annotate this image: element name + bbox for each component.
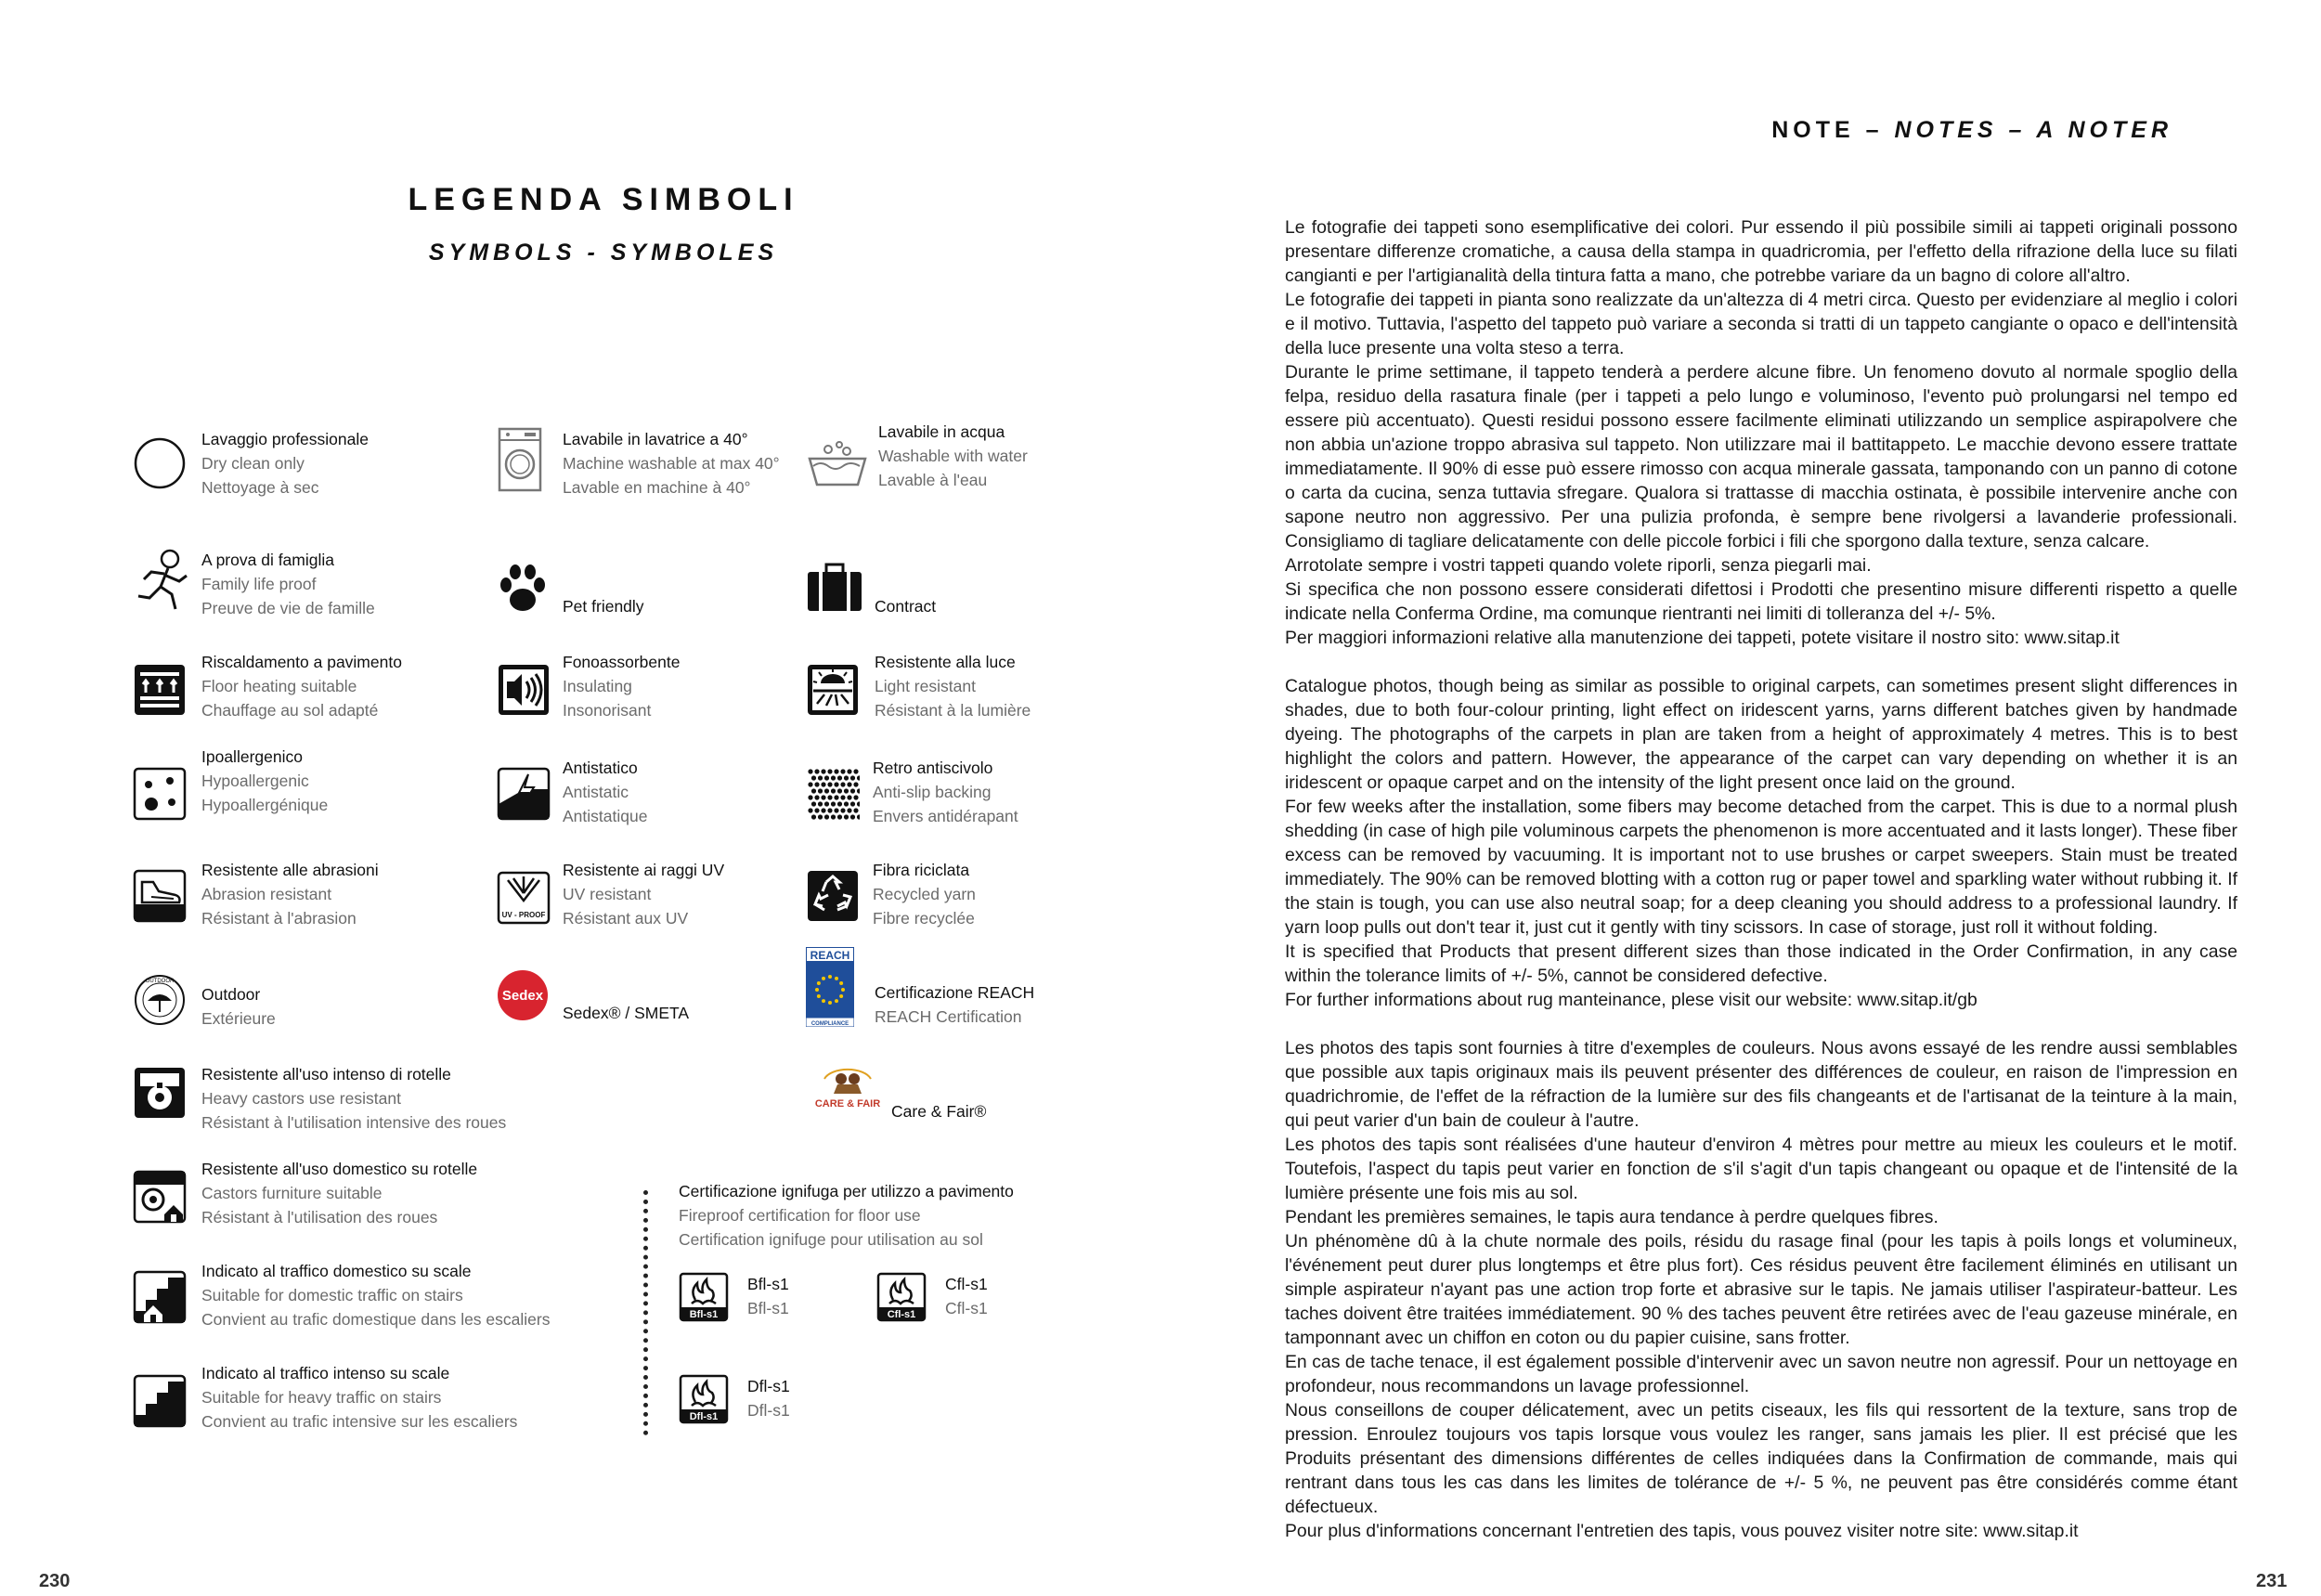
sound-icon — [497, 663, 551, 717]
symbol-label-it: Retro antiscivolo — [873, 759, 993, 777]
symbol-label-it: Sedex® / SMETA — [563, 1004, 690, 1022]
notes-paragraph: Si specifica che non possono essere considerati difettosi i Prodotti che presentino misure differenti rispetto a quelle indicate nella Conferma Ordine, ma comunque rientranti nei limiti di tolleranza del +/- 5%. — [1285, 579, 2237, 624]
running-figure-icon — [133, 548, 190, 615]
symbol-label-it: Antistatico — [563, 759, 638, 777]
notes-paragraph: Durante le prime settimane, il tappeto tenderà a perdere alcune fibre. Un fenomeno dovuto al normale spoglio della felpa, residuo della rasatura finale (per i tappeti a pelo lungo e voluminoso, l'evento può prolungarsi nel tempo ed essere più accentuato). Questi residui possono essere facilmente eliminati utilizzando un semplice aspirapolvere che non abbia un'azione troppo abrasiva sul tappeto. Non utilizzare mai il battitappeto. Le macchie devono essere trattate immediatamente. Il 90% di esse può essere rimosso con acqua minerale gassata, tamponando con un panno di cotone o carta da cucina, senza tuttavia sfregare. Qualora si trattasse di macchia ostinata, è possibile intervenire anche con sapone neutro non aggressivo. Per una pulizia profonda, è sempre bene rivolgersi a lavanderie professionali. Consigliamo di tagliare delicatamente con delle piccole forbici i fili che sporgono dalla texture, senza calcare. — [1285, 362, 2237, 551]
symbol-label-en: Extérieure — [201, 1009, 276, 1028]
symbol-label-en: Fireproof certification for floor use — [679, 1206, 921, 1225]
notes-paragraph: Les photos des tapis sont fournies à titre d'exemples de couleurs. Nous avons essayé de les rendre aussi semblables que possible aux tapis originaux mais ils peuvent présenter des différences de couleur, en raison de l'impression en quadrichromie, de l'effet de la réfraction de la lumière sur des fils changeants et de l'artisanat de la teinture à la main, qui peut varier d'un bain de couleur à l'autre. — [1285, 1038, 2237, 1131]
notes-title-main: NOTE – — [1771, 117, 1895, 143]
paw-icon — [497, 561, 549, 615]
notes-paragraph: Per maggiori informazioni relative alla manutenzione dei tappeti, potete visitare il nostro sito: www.sitap.it — [1285, 628, 2120, 648]
symbol-label-it: Contract — [875, 597, 937, 616]
notes-paragraph: It is specified that Products that present different sizes than those indicated in the Order Confirmation, in any case within the tolerance limits of +/- 5%, cannot be considered defective. — [1285, 941, 2237, 986]
symbol-label-it: Ipoallergenico — [201, 747, 303, 766]
symbol-label-fr: Nettoyage à sec — [201, 478, 319, 497]
symbol-label-fr: Chauffage au sol adapté — [201, 701, 379, 720]
symbol-label-fr: Lavable à l'eau — [878, 471, 988, 489]
symbol-label-en: Floor heating suitable — [201, 677, 357, 695]
wash-tub-icon — [806, 440, 869, 488]
circle-icon — [133, 436, 187, 490]
symbol-label-it: Pet friendly — [563, 597, 644, 616]
notes-paragraph: Le fotografie dei tappeti in pianta sono realizzate da un'altezza di 4 metri circa. Questo per evidenziare al meglio i colori e il motivo. Tuttavia, l'aspetto del tappeto può variare a seconda si tratti di un tappeto cangiante o opaco e dell'intensità della luce presente una volta steso a terra. — [1285, 290, 2237, 358]
symbol-label-en: Antistatic — [563, 783, 629, 801]
notes-title — [1430, 117, 2172, 144]
symbol-label-it: Resistente ai raggi UV — [563, 861, 725, 879]
symbol-label-en: Anti-slip backing — [873, 783, 992, 801]
symbol-label-it: Lavabile in acqua — [878, 422, 1005, 441]
care-fair-logo-icon — [806, 1062, 889, 1112]
notes-paragraph: For further informations about rug manteinance, plese visit our website: www.sitap.it/gb — [1285, 990, 1977, 1010]
notes-body — [1285, 215, 2237, 1543]
symbol-label-it: Fibra riciclata — [873, 861, 970, 879]
symbol-label-fr: Résistant à la lumière — [875, 701, 1031, 720]
reach-logo-icon — [806, 947, 854, 1027]
symbol-label-it: Bfl-s1 — [747, 1275, 789, 1293]
symbol-label-en: Washable with water — [878, 447, 1028, 465]
symbol-label-fr: Résistant à l'utilisation intensive des roues — [201, 1113, 507, 1132]
notes-paragraph: Arrotolate sempre i vostri tappeti quando volete riporli, senza piegarli mai. — [1285, 555, 1872, 576]
symbol-label-fr: Fibre recyclée — [873, 909, 975, 928]
reach-badge-text: REACH — [810, 949, 850, 962]
fire-class-badge: Bfl-s1 — [689, 1309, 719, 1320]
page-number-left: 230 — [39, 1571, 71, 1591]
symbol-label-en: Machine washable at max 40° — [563, 454, 780, 473]
sedex-badge-text: Sedex — [501, 988, 544, 1004]
care-fair-badge-text: CARE & FAIR — [814, 1098, 881, 1109]
sun-icon — [806, 663, 860, 717]
symbol-label-fr: Convient au trafic intensive sur les escaliers — [201, 1412, 518, 1431]
symbol-label-en: Castors furniture suitable — [201, 1184, 383, 1202]
notes-title-italic: NOTES – A NOTER — [1894, 117, 2172, 143]
symbol-label-it: Outdoor — [201, 985, 261, 1004]
fire-class-badge: Dfl-s1 — [689, 1411, 719, 1422]
notes-paragraph: Un phénomène dû à la chute normale des poils, résidu du rasage final (pour les tapis à poils longs et volumineux, l'événement peut durer plus longtemps et être plus fort). Ces résidus peuvent être facilement éliminés en utilisant un simple aspirateur n'ayant pas une action trop forte et abrasive sur le tapis. Ne jamais utiliser l'aspirateur-batteur. Les taches doivent être traitées immédiatement. 90 % des taches peuvent être retirées avec de l'eau gazeuse minérale, en tamponnant avec un chiffon en coton ou du papier cuisine, sans frotter. — [1285, 1231, 2237, 1348]
symbol-label-fr: Résistant à l'abrasion — [201, 909, 357, 928]
symbol-label-en: Suitable for domestic traffic on stairs — [201, 1286, 463, 1304]
briefcase-icon — [806, 563, 863, 613]
fire-class-badge: Cfl-s1 — [887, 1309, 916, 1320]
symbol-label-it: Indicato al traffico domestico su scale — [201, 1262, 472, 1280]
symbol-label-en: Abrasion resistant — [201, 885, 332, 903]
floor-heating-icon — [133, 663, 187, 717]
symbol-label-fr: Convient au trafic domestique dans les escaliers — [201, 1310, 551, 1329]
symbol-label-it: Resistente alle abrasioni — [201, 861, 379, 879]
symbol-label-it: Riscaldamento a pavimento — [201, 653, 402, 671]
symbol-label-it: Certificazione ignifuga per utilizzo a pavimento — [679, 1182, 1014, 1200]
castor-heavy-icon — [133, 1066, 187, 1120]
symbol-label-it: Resistente alla luce — [875, 653, 1016, 671]
reach-badge-subtext: COMPLIANCE — [810, 1021, 849, 1027]
symbol-label-it: Lavaggio professionale — [201, 430, 369, 448]
fire-class-icon — [876, 1272, 927, 1322]
symbol-label-en: Dry clean only — [201, 454, 305, 473]
dots-icon — [133, 767, 187, 821]
page-number-right: 231 — [2256, 1571, 2288, 1591]
symbol-label-en: UV resistant — [563, 885, 652, 903]
notes-paragraph: Le fotografie dei tappeti sono esemplificative dei colori. Pur essendo il più possibile simili ai tappeti originali possono presentare differenze cromatiche, a causa della stampa in quadricromia, per l'effetto della rifrazione della luce su filati cangianti e per l'artigianalità della tintura fatta a mano, che potrebbe variare da un bagno di colore all'altro. — [1285, 217, 2237, 286]
symbol-label-it: Indicato al traffico intenso su scale — [201, 1364, 450, 1382]
symbol-label-fr: Lavable en machine à 40° — [563, 478, 751, 497]
symbol-label-en: Heavy castors use resistant — [201, 1089, 401, 1108]
outdoor-icon — [133, 973, 187, 1027]
symbol-label-it: A prova di famiglia — [201, 551, 334, 569]
castor-home-icon — [133, 1170, 187, 1224]
uv-proof-icon — [497, 871, 551, 925]
symbol-label-it: Certificazione REACH — [875, 983, 1035, 1002]
section-divider — [643, 1190, 648, 1435]
symbol-label-en: Recycled yarn — [873, 885, 976, 903]
symbol-label-fr: Envers antidérapant — [873, 807, 1018, 825]
outdoor-badge-text: OUTDOOR — [145, 979, 175, 984]
notes-paragraph: Nous conseillons de couper délicatement, avec un petits ciseaux, les fils qui ressortent de la texture, sans trop de pression. Enroulez toujours vos tapis lorsque vous voulez les ranger, sans jamais les plier. Il est précisé que les Produits présentant des dimensions différentes de celles indiquées dans la Confirmation de commande, mais qui rentrant dans tous les cas dans les limites de tolérance de +/- 5 %, ne peuvent pas être considérés comme étant défectueux. — [1285, 1400, 2237, 1517]
symbol-label-it: Resistente all'uso intenso di rotelle — [201, 1065, 451, 1083]
symbol-label-it: Lavabile in lavatrice a 40° — [563, 430, 748, 448]
symbol-label-en: Suitable for heavy traffic on stairs — [201, 1388, 442, 1407]
legend-title: LEGENDA SIMBOLI — [408, 182, 799, 217]
fire-class-icon — [679, 1374, 729, 1424]
symbol-label-fr: Résistant aux UV — [563, 909, 689, 928]
symbol-label-fr: Antistatique — [563, 807, 648, 825]
notes-paragraph: Catalogue photos, though being as similar as possible to original carpets, can sometimes present slight differences in shades, due to both four-colour printing, light effect on iridescent yarns, yarns different batches given by handmade dyeing. The photographs of the carpets in plan are taken from a height of approximately 4 metres. This is to best highlight the colors and pattern. However, the appearance of the carpet can vary depending on whether it is an iridescent or opaque carpet and on the intensity of the light present once laid on the ground. — [1285, 676, 2237, 793]
notes-paragraph: En cas de tache tenace, il est également possible d'intervenir avec un savon neutre non agressif. Pour un nettoyage en profondeur, nous recommandons un lavage professionnel. — [1285, 1352, 2237, 1396]
notes-paragraph: Les photos des tapis sont réalisées d'une hauteur d'environ 4 mètres pour mettre au mieux les couleurs et le motif. Toutefois, l'aspect du tapis peut varier en fonction de s'il s'agit d'un tapis changeant ou opaque et de l'intensité de la lumière présente une fois mis au sol. — [1285, 1135, 2237, 1203]
symbol-label-en: Family life proof — [201, 575, 317, 593]
symbol-label-it: Fonoassorbente — [563, 653, 681, 671]
shoe-icon — [133, 869, 187, 923]
symbol-label-en: Bfl-s1 — [747, 1299, 789, 1317]
symbol-label-fr: Hypoallergénique — [201, 796, 329, 814]
symbol-label-fr: Insonorisant — [563, 701, 652, 720]
symbol-label-fr: Résistant à l'utilisation des roues — [201, 1208, 438, 1226]
symbol-label-it: Dfl-s1 — [747, 1377, 790, 1395]
stairs-icon — [133, 1374, 187, 1428]
symbol-label-en: Dfl-s1 — [747, 1401, 790, 1420]
recycle-icon — [806, 869, 860, 923]
antislip-icon — [806, 767, 860, 821]
symbol-label-it: Resistente all'uso domestico su rotelle — [201, 1160, 478, 1178]
symbol-label-it: Care & Fair® — [891, 1102, 987, 1121]
symbol-label-en: Cfl-s1 — [945, 1299, 988, 1317]
stairs-home-icon — [133, 1270, 187, 1324]
symbol-label-fr: Preuve de vie de famille — [201, 599, 375, 617]
washing-machine-icon — [497, 427, 543, 492]
symbol-label-en: Light resistant — [875, 677, 976, 695]
fire-class-icon — [679, 1272, 729, 1322]
symbol-label-en: REACH Certification — [875, 1007, 1022, 1026]
notes-paragraph: For few weeks after the installation, some fibers may become detached from the carpet. This is due to a normal plush shedding (in case of high pile voluminous carpets the phenomenon is more accentuated and it lasts longer). These fiber excess can be removed by vacuuming. It is important not to use brushes or carpet sweepers. Stain must be treated immediately. The 90% can be removed blotting with a cotton rug or paper towel and sparkling water without rubbing it. If the stain is tough, you can use also neutral soap; for a deep cleaning you should address to a professional laundry. If yarn loop pulls out don't tear it, just cut it gently with tiny scissors. In case of storage, just roll it without folding. — [1285, 797, 2237, 938]
symbol-label-en: Hypoallergenic — [201, 772, 309, 790]
notes-paragraph: Pour plus d'informations concernant l'entretien des tapis, vous pouvez visiter notre site: www.sitap.it — [1285, 1521, 2079, 1541]
notes-paragraph: Pendant les premières semaines, le tapis aura tendance à perdre quelques fibres. — [1285, 1207, 1938, 1227]
legend-subtitle: SYMBOLS - SYMBOLES — [428, 240, 779, 266]
uv-badge-text: UV - PROOF — [501, 911, 546, 919]
antistatic-icon — [497, 767, 551, 821]
symbol-label-fr: Certification ignifuge pour utilisation au sol — [679, 1230, 983, 1249]
sedex-logo-icon — [497, 969, 549, 1021]
symbol-label-en: Insulating — [563, 677, 632, 695]
symbol-label-it: Cfl-s1 — [945, 1275, 988, 1293]
